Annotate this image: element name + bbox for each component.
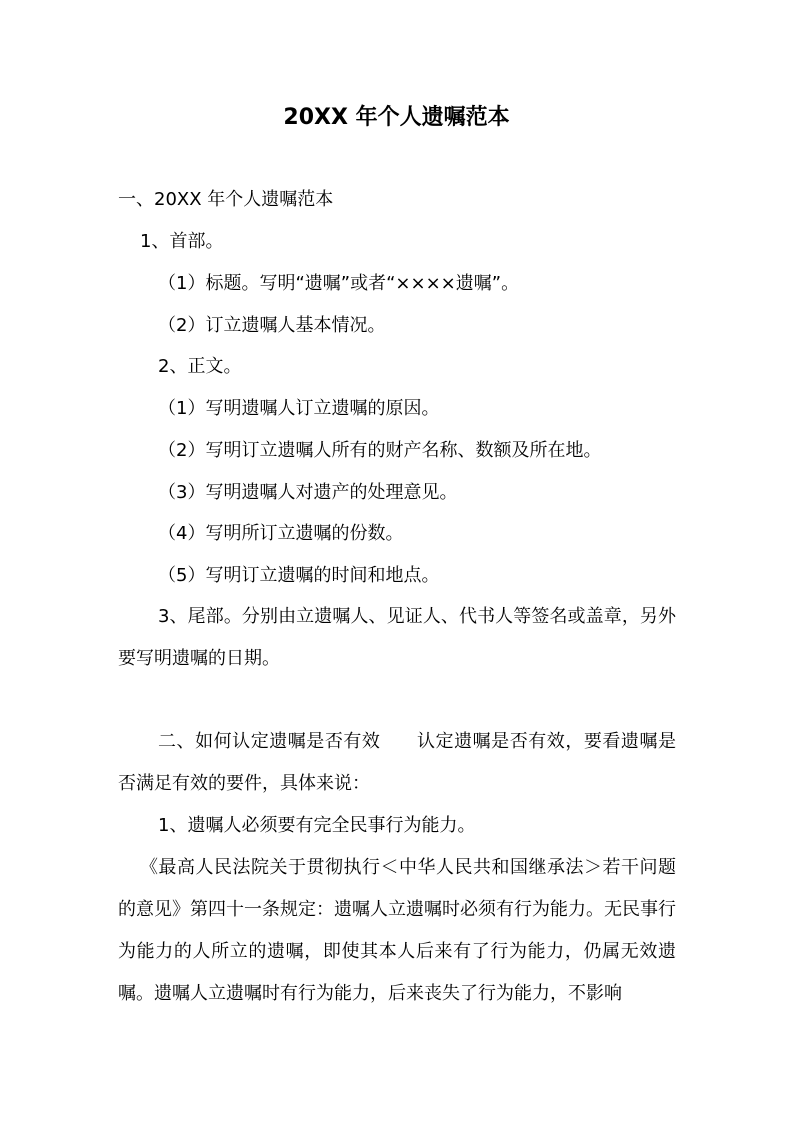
section2-heading: 二、如何认定遗嘱是否有效 <box>158 731 381 752</box>
section1-subitem: （2）写明订立遗嘱人所有的财产名称、数额及所在地。 <box>158 440 602 461</box>
section1-item-footer: 3、尾部。分别由立遗嘱人、见证人、代书人等签名或盖章，另外要写明遗嘱的日期。 <box>118 606 676 669</box>
section1-item-body: 2、正文。 <box>158 356 242 377</box>
section2-heading-paragraph <box>118 721 676 805</box>
section2-paragraph: 《最高人民法院关于贯彻执行＜中华人民共和国继承法＞若干问题的意见》第四十一条规定：遗嘱人立遗嘱时必须有行为能力。无民事行为能力的人所立的遗嘱，即使其本人后来有了行为能力，仍属无效遗嘱。遗嘱人立遗嘱时有行为能力，后来丧失了行为能力，不影响 <box>118 857 676 1004</box>
section1-subitem: （5）写明订立遗嘱的时间和地点。 <box>158 565 440 586</box>
section1-subitem: （4）写明所订立遗嘱的份数。 <box>158 523 404 544</box>
section1-heading: 一、20XX 年个人遗嘱范本 <box>118 189 334 210</box>
section2-intro: 认定遗嘱是否有效，要看遗嘱是否满足有效的要件，具体来说： <box>118 731 677 794</box>
section1-item-header: 1、首部。 <box>140 231 224 252</box>
section1-subitem: （1）标题。写明“遗嘱”或者“××××遗嘱”。 <box>158 273 520 294</box>
section1-subitem: （2）订立遗嘱人基本情况。 <box>158 315 386 336</box>
section2-item: 1、遗嘱人必须要有完全民事行为能力。 <box>158 815 476 836</box>
section1-subitem: （3）写明遗嘱人对遗产的处理意见。 <box>158 482 458 503</box>
section1-subitem: （1）写明遗嘱人订立遗嘱的原因。 <box>158 398 440 419</box>
document-title: 20XX 年个人遗嘱范本 <box>283 105 510 130</box>
